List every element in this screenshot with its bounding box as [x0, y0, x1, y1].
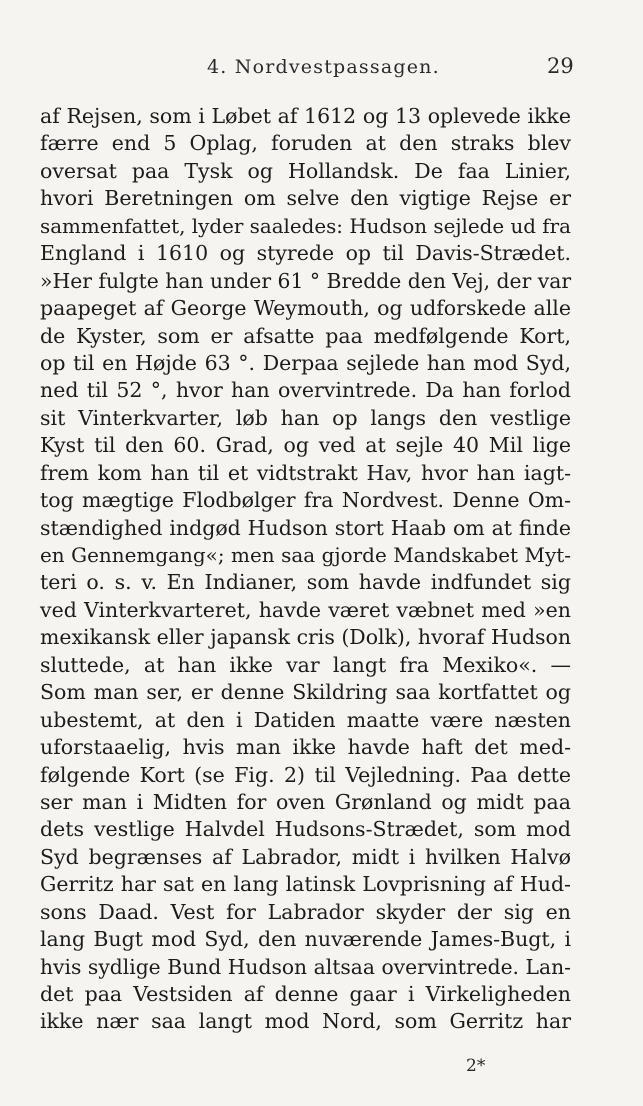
text-line: dets vestlige Halvdel Hudsons-Strædet, som mod: [40, 817, 571, 842]
body-text: [40, 103, 571, 1036]
text-line: sammenfattet, lyder saaledes: Hudson sejlede ud fra: [40, 214, 571, 238]
text-line: tog mægtige Flodbølger fra Nordvest. Denne Om-: [40, 488, 571, 513]
text-line: hvis sydlige Bund Hudson altsaa overvintrede. Lan-: [40, 954, 571, 979]
text-line: ubestemt, at den i Datiden maatte være næsten: [40, 707, 571, 732]
text-line: paapeget af George Weymouth, og udforskede alle: [40, 296, 571, 321]
text-line: »Her fulgte han under 61 ° Bredde den Vej, der var: [40, 268, 572, 293]
text-line: teri o. s. v. En Indianer, som havde indfundet sig: [40, 570, 571, 595]
running-head: 4. Nordvestpassagen.: [207, 56, 440, 78]
text-line: ned til 52 °, hvor han overvintrede. Da han forlod: [40, 378, 571, 403]
text-line: uforstaaelig, hvis man ikke havde haft det med-: [40, 735, 571, 760]
text-line: det paa Vestsiden af denne gaar i Virkeligheden: [40, 982, 571, 1006]
text-line: England i 1610 og styrede op til Davis-Strædet.: [40, 241, 571, 266]
text-line: ved Vinterkvarteret, havde været væbnet med »en: [40, 597, 571, 622]
text-line: frem kom han til et vidtstrakt Hav, hvor han iagt-: [40, 460, 571, 485]
text-line: ser man i Midten for oven Grønland og midt paa: [40, 789, 571, 814]
text-line: sons Daad. Vest for Labrador skyder der sig en: [40, 899, 571, 924]
text-line: Syd begrænses af Labrador, midt i hvilken Halvø: [40, 844, 571, 869]
text-line: lang Bugt mod Syd, den nuværende James-Bugt, i: [40, 927, 571, 952]
text-line: stændighed indgød Hudson stort Haab om at finde: [40, 515, 571, 540]
text-line: ikke nær saa langt mod Nord, som Gerritz har: [40, 1009, 571, 1034]
page-number: 29: [547, 54, 574, 78]
text-line: færre end 5 Oplag, foruden at den straks blev: [40, 131, 571, 156]
text-line: Gerritz har sat en lang latinsk Lovprisning af Hud-: [40, 872, 571, 897]
text-line: en Gennemgang«; men saa gjorde Mandskabet Myt-: [40, 543, 571, 567]
text-line: hvori Beretningen om selve den vigtige Rejse er: [40, 186, 571, 211]
text-line: op til en Højde 63 °. Derpaa sejlede han mod Syd,: [40, 350, 571, 375]
text-line: Kyst til den 60. Grad, og ved at sejle 40 Mil lige: [40, 433, 571, 458]
text-line: oversat paa Tysk og Hollandsk. De faa Linier,: [40, 158, 571, 183]
text-line: sit Vinterkvarter, løb han op langs den vestlige: [40, 405, 571, 430]
text-line: sluttede, at han ikke var langt fra Mexiko«. —: [40, 652, 571, 677]
text-line: Som man ser, er denne Skildring saa kortfattet og: [40, 680, 571, 705]
text-line: mexikansk eller japansk cris (Dolk), hvoraf Hudson: [40, 625, 571, 650]
text-line: følgende Kort (se Fig. 2) til Vejledning. Paa dette: [40, 762, 571, 787]
signature-mark: 2*: [466, 1056, 486, 1076]
text-line: de Kyster, som er afsatte paa medfølgende Kort,: [40, 323, 571, 348]
text-line: af Rejsen, som i Løbet af 1612 og 13 oplevede ikke: [40, 104, 571, 128]
